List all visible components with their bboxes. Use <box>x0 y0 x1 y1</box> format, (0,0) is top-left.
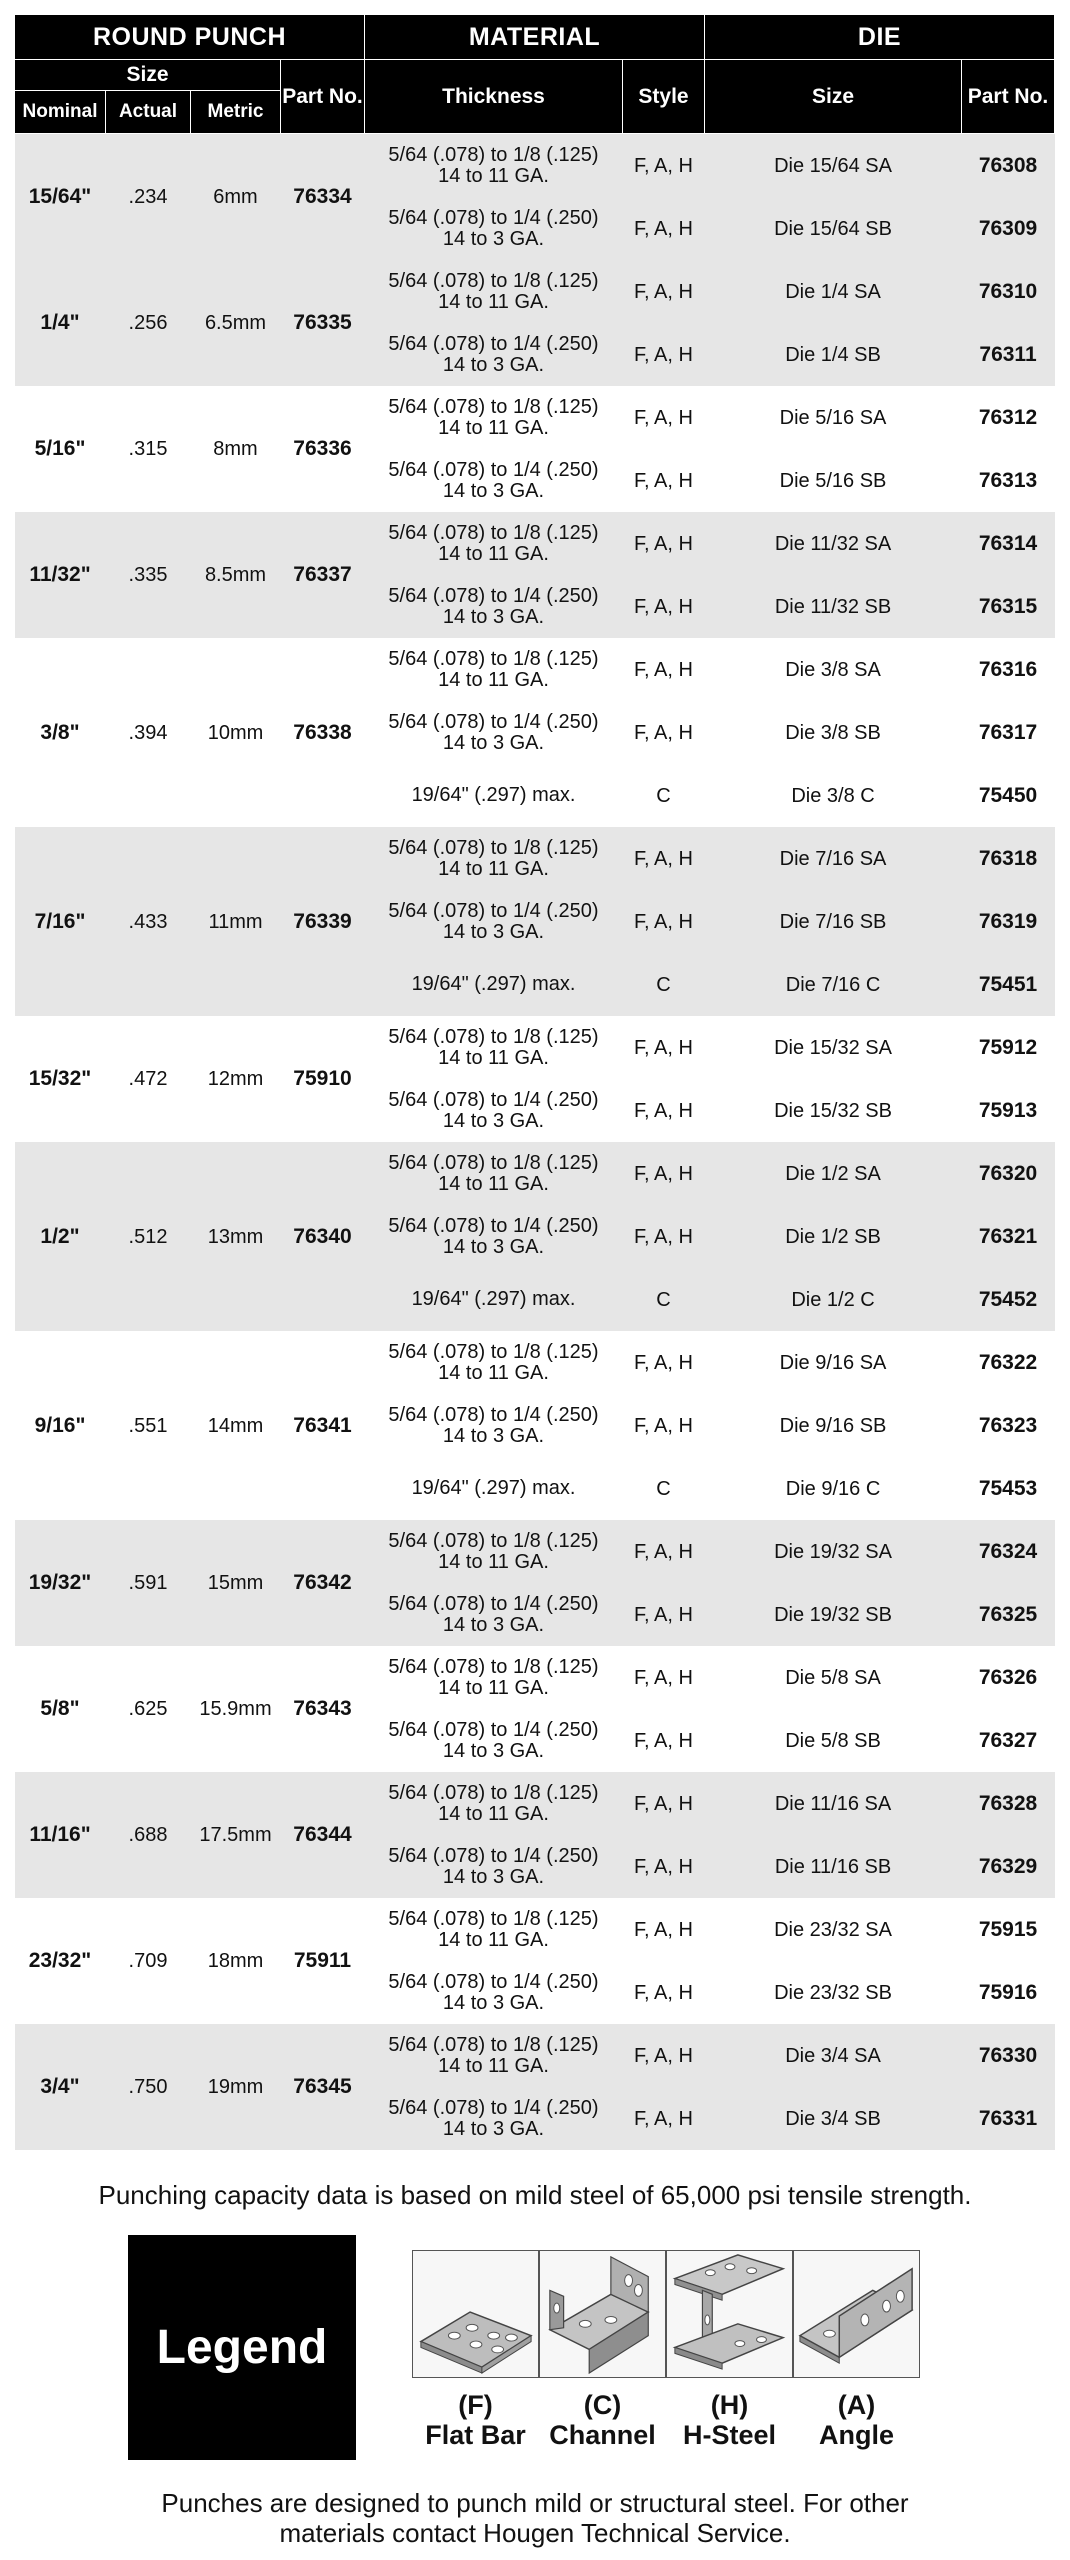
thickness-cell: 5/64 (.078) to 1/8 (.125) 14 to 11 GA. <box>365 386 623 449</box>
material-header: MATERIAL <box>365 15 705 60</box>
actual-size: .315 <box>106 386 191 512</box>
size-group <box>15 1772 1055 1898</box>
actual-size: .335 <box>106 512 191 638</box>
spec-table <box>14 14 1055 2150</box>
die-size-cell: Die 3/8 SA <box>705 638 962 701</box>
legend-name: Angle <box>818 2420 894 2450</box>
die-size-cell: Die 23/32 SA <box>705 1898 962 1961</box>
table-header <box>15 15 1055 134</box>
legend-item-channel <box>539 2390 666 2450</box>
metric-size: 18mm <box>191 1898 281 2024</box>
style-cell: F, A, H <box>623 134 705 198</box>
legend-captions <box>412 2390 920 2450</box>
angle-icon <box>793 2250 920 2378</box>
style-cell: F, A, H <box>623 1205 705 1268</box>
metric-size: 15mm <box>191 1520 281 1646</box>
die-part-no: 76311 <box>962 323 1055 386</box>
thickness-cell: 5/64 (.078) to 1/8 (.125) 14 to 11 GA. <box>365 1331 623 1394</box>
size-group <box>15 1898 1055 2024</box>
h-steel-icon <box>666 2250 793 2378</box>
die-part-no: 76308 <box>962 134 1055 198</box>
metric-size: 14mm <box>191 1331 281 1520</box>
die-part-no: 75451 <box>962 953 1055 1016</box>
style-cell: F, A, H <box>623 449 705 512</box>
style-cell: F, A, H <box>623 1583 705 1646</box>
die-size-header: Size <box>705 60 962 134</box>
style-cell: F, A, H <box>623 701 705 764</box>
style-cell: F, A, H <box>623 260 705 323</box>
die-part-no: 75912 <box>962 1016 1055 1079</box>
die-header: DIE <box>705 15 1055 60</box>
die-part-no: 75916 <box>962 1961 1055 2024</box>
size-group <box>15 827 1055 1016</box>
die-part-no: 76331 <box>962 2087 1055 2150</box>
nominal-size: 5/8" <box>15 1646 106 1772</box>
style-cell: F, A, H <box>623 1961 705 2024</box>
legend-name: H-Steel <box>682 2420 777 2450</box>
die-size-cell: Die 15/32 SB <box>705 1079 962 1142</box>
thickness-cell: 5/64 (.078) to 1/8 (.125) 14 to 11 GA. <box>365 638 623 701</box>
die-part-no: 76324 <box>962 1520 1055 1583</box>
punch-part-no: 75911 <box>281 1898 365 2024</box>
nominal-size: 7/16" <box>15 827 106 1016</box>
style-cell: F, A, H <box>623 575 705 638</box>
die-part-no: 76316 <box>962 638 1055 701</box>
thickness-cell: 5/64 (.078) to 1/8 (.125) 14 to 11 GA. <box>365 512 623 575</box>
style-header: Style <box>623 60 705 134</box>
style-cell: C <box>623 953 705 1016</box>
thickness-header: Thickness <box>365 60 623 134</box>
size-header: Size <box>15 60 281 91</box>
die-part-no: 75915 <box>962 1898 1055 1961</box>
metric-size: 13mm <box>191 1142 281 1331</box>
disclaimer-line: Punches are designed to punch mild or structural steel. For other <box>161 2488 909 2518</box>
actual-size: .512 <box>106 1142 191 1331</box>
nominal-size: 23/32" <box>15 1898 106 2024</box>
nominal-size: 1/4" <box>15 260 106 386</box>
legend-item-h-steel <box>666 2390 793 2450</box>
die-part-no: 76317 <box>962 701 1055 764</box>
legend-label: Legend <box>128 2235 356 2460</box>
style-cell: F, A, H <box>623 2087 705 2150</box>
die-size-cell: Die 3/8 C <box>705 764 962 827</box>
size-group <box>15 1331 1055 1520</box>
die-size-cell: Die 7/16 SB <box>705 890 962 953</box>
die-size-cell: Die 3/4 SB <box>705 2087 962 2150</box>
thickness-cell: 5/64 (.078) to 1/4 (.250) 14 to 3 GA. <box>365 1079 623 1142</box>
flat-bar-icon <box>412 2250 539 2378</box>
thickness-cell: 19/64" (.297) max. <box>365 1268 623 1331</box>
thickness-cell: 19/64" (.297) max. <box>365 1457 623 1520</box>
die-size-cell: Die 3/4 SA <box>705 2024 962 2087</box>
size-group <box>15 260 1055 386</box>
die-part-no: 75453 <box>962 1457 1055 1520</box>
metric-size: 17.5mm <box>191 1772 281 1898</box>
die-size-cell: Die 1/2 SB <box>705 1205 962 1268</box>
actual-size: .551 <box>106 1331 191 1520</box>
size-group <box>15 1142 1055 1331</box>
die-part-no: 76325 <box>962 1583 1055 1646</box>
die-size-cell: Die 19/32 SB <box>705 1583 962 1646</box>
nominal-size: 1/2" <box>15 1142 106 1331</box>
style-cell: C <box>623 764 705 827</box>
punch-part-no: 76339 <box>281 827 365 1016</box>
die-size-cell: Die 1/4 SA <box>705 260 962 323</box>
legend-name: Flat Bar <box>425 2420 526 2450</box>
thickness-cell: 5/64 (.078) to 1/4 (.250) 14 to 3 GA. <box>365 1394 623 1457</box>
style-cell: F, A, H <box>623 890 705 953</box>
die-size-cell: Die 5/16 SA <box>705 386 962 449</box>
die-part-no: 76312 <box>962 386 1055 449</box>
style-cell: C <box>623 1457 705 1520</box>
actual-size: .688 <box>106 1772 191 1898</box>
die-part-no: 76321 <box>962 1205 1055 1268</box>
legend-code: (F) <box>458 2390 493 2420</box>
thickness-cell: 5/64 (.078) to 1/8 (.125) 14 to 11 GA. <box>365 1142 623 1205</box>
style-cell: F, A, H <box>623 827 705 890</box>
table-row <box>15 1646 1055 1709</box>
actual-size: .625 <box>106 1646 191 1772</box>
thickness-cell: 5/64 (.078) to 1/4 (.250) 14 to 3 GA. <box>365 449 623 512</box>
style-cell: F, A, H <box>623 512 705 575</box>
punch-part-no: 76340 <box>281 1142 365 1331</box>
style-cell: F, A, H <box>623 386 705 449</box>
size-group <box>15 1016 1055 1142</box>
punch-part-no: 76337 <box>281 512 365 638</box>
die-size-cell: Die 3/8 SB <box>705 701 962 764</box>
disclaimer-line: materials contact Hougen Technical Service. <box>279 2518 791 2548</box>
actual-header: Actual <box>106 91 191 134</box>
nominal-size: 3/8" <box>15 638 106 827</box>
die-size-cell: Die 15/64 SB <box>705 197 962 260</box>
style-cell: F, A, H <box>623 1898 705 1961</box>
thickness-cell: 5/64 (.078) to 1/8 (.125) 14 to 11 GA. <box>365 1898 623 1961</box>
metric-size: 6.5mm <box>191 260 281 386</box>
thickness-cell: 5/64 (.078) to 1/8 (.125) 14 to 11 GA. <box>365 1772 623 1835</box>
legend-name: Channel <box>549 2420 656 2450</box>
metric-size: 8mm <box>191 386 281 512</box>
die-size-cell: Die 7/16 C <box>705 953 962 1016</box>
die-size-cell: Die 11/32 SA <box>705 512 962 575</box>
die-part-no: 76314 <box>962 512 1055 575</box>
nominal-size: 11/32" <box>15 512 106 638</box>
size-group <box>15 386 1055 512</box>
metric-header: Metric <box>191 91 281 134</box>
thickness-cell: 5/64 (.078) to 1/4 (.250) 14 to 3 GA. <box>365 197 623 260</box>
thickness-cell: 5/64 (.078) to 1/8 (.125) 14 to 11 GA. <box>365 260 623 323</box>
actual-size: .256 <box>106 260 191 386</box>
style-cell: F, A, H <box>623 1772 705 1835</box>
table-row <box>15 1142 1055 1205</box>
thickness-cell: 5/64 (.078) to 1/8 (.125) 14 to 11 GA. <box>365 827 623 890</box>
nominal-size: 9/16" <box>15 1331 106 1520</box>
style-cell: F, A, H <box>623 197 705 260</box>
die-part-no: 76310 <box>962 260 1055 323</box>
table-row <box>15 1016 1055 1079</box>
thickness-cell: 5/64 (.078) to 1/4 (.250) 14 to 3 GA. <box>365 575 623 638</box>
style-cell: F, A, H <box>623 1835 705 1898</box>
thickness-cell: 5/64 (.078) to 1/8 (.125) 14 to 11 GA. <box>365 1520 623 1583</box>
metric-size: 19mm <box>191 2024 281 2150</box>
punch-part-no: 76342 <box>281 1520 365 1646</box>
thickness-cell: 5/64 (.078) to 1/4 (.250) 14 to 3 GA. <box>365 1583 623 1646</box>
thickness-cell: 5/64 (.078) to 1/4 (.250) 14 to 3 GA. <box>365 1961 623 2024</box>
thickness-cell: 5/64 (.078) to 1/8 (.125) 14 to 11 GA. <box>365 1646 623 1709</box>
round-punch-header: ROUND PUNCH <box>15 15 365 60</box>
legend-pictures <box>412 2250 920 2378</box>
size-group <box>15 1646 1055 1772</box>
style-cell: F, A, H <box>623 638 705 701</box>
thickness-cell: 5/64 (.078) to 1/4 (.250) 14 to 3 GA. <box>365 2087 623 2150</box>
disclaimer-note <box>0 2488 1070 2548</box>
legend-item-angle <box>793 2390 920 2450</box>
thickness-cell: 5/64 (.078) to 1/8 (.125) 14 to 11 GA. <box>365 134 623 198</box>
die-part-no: 76313 <box>962 449 1055 512</box>
punch-part-no: 75910 <box>281 1016 365 1142</box>
die-part-no: 75450 <box>962 764 1055 827</box>
punch-part-no: 76344 <box>281 1772 365 1898</box>
die-part-no: 76319 <box>962 890 1055 953</box>
thickness-cell: 5/64 (.078) to 1/4 (.250) 14 to 3 GA. <box>365 890 623 953</box>
thickness-cell: 5/64 (.078) to 1/4 (.250) 14 to 3 GA. <box>365 323 623 386</box>
die-size-cell: Die 23/32 SB <box>705 1961 962 2024</box>
table-row <box>15 386 1055 449</box>
thickness-cell: 5/64 (.078) to 1/4 (.250) 14 to 3 GA. <box>365 1835 623 1898</box>
nominal-size: 3/4" <box>15 2024 106 2150</box>
punch-part-no: 76345 <box>281 2024 365 2150</box>
style-cell: F, A, H <box>623 1394 705 1457</box>
die-part-no: 75913 <box>962 1079 1055 1142</box>
thickness-cell: 5/64 (.078) to 1/4 (.250) 14 to 3 GA. <box>365 1709 623 1772</box>
punch-part-no: 76343 <box>281 1646 365 1772</box>
table-row <box>15 1772 1055 1835</box>
die-part-no: 76323 <box>962 1394 1055 1457</box>
metric-size: 15.9mm <box>191 1646 281 1772</box>
thickness-cell: 5/64 (.078) to 1/4 (.250) 14 to 3 GA. <box>365 701 623 764</box>
die-size-cell: Die 1/2 C <box>705 1268 962 1331</box>
actual-size: .234 <box>106 134 191 261</box>
die-size-cell: Die 5/8 SA <box>705 1646 962 1709</box>
nominal-size: 11/16" <box>15 1772 106 1898</box>
table-row <box>15 1331 1055 1394</box>
style-cell: F, A, H <box>623 1709 705 1772</box>
metric-size: 11mm <box>191 827 281 1016</box>
legend-code: (C) <box>583 2390 622 2420</box>
table-row <box>15 827 1055 890</box>
size-group <box>15 512 1055 638</box>
actual-size: .394 <box>106 638 191 827</box>
channel-icon <box>539 2250 666 2378</box>
punch-part-no: 76334 <box>281 134 365 261</box>
capacity-note: Punching capacity data is based on mild steel of 65,000 psi tensile strength. <box>98 2180 972 2210</box>
nominal-header: Nominal <box>15 91 106 134</box>
metric-size: 6mm <box>191 134 281 261</box>
table-row <box>15 1898 1055 1961</box>
nominal-size: 5/16" <box>15 386 106 512</box>
die-part-no: 76318 <box>962 827 1055 890</box>
die-part-no: 76328 <box>962 1772 1055 1835</box>
legend-code: (A) <box>837 2390 876 2420</box>
thickness-cell: 19/64" (.297) max. <box>365 953 623 1016</box>
die-size-cell: Die 9/16 SB <box>705 1394 962 1457</box>
size-group <box>15 638 1055 827</box>
die-size-cell: Die 11/32 SB <box>705 575 962 638</box>
die-size-cell: Die 15/32 SA <box>705 1016 962 1079</box>
die-part-no: 76320 <box>962 1142 1055 1205</box>
table-row <box>15 512 1055 575</box>
die-size-cell: Die 1/2 SA <box>705 1142 962 1205</box>
style-cell: F, A, H <box>623 1016 705 1079</box>
nominal-size: 19/32" <box>15 1520 106 1646</box>
table-row <box>15 260 1055 323</box>
style-cell: C <box>623 1268 705 1331</box>
die-size-cell: Die 7/16 SA <box>705 827 962 890</box>
table-row <box>15 134 1055 198</box>
legend-code: (H) <box>710 2390 749 2420</box>
die-part-no: 76309 <box>962 197 1055 260</box>
size-group <box>15 134 1055 261</box>
actual-size: .750 <box>106 2024 191 2150</box>
legend-item-flat-bar <box>412 2390 539 2450</box>
actual-size: .591 <box>106 1520 191 1646</box>
die-part-no: 75452 <box>962 1268 1055 1331</box>
punch-part-no: 76336 <box>281 386 365 512</box>
nominal-size: 15/32" <box>15 1016 106 1142</box>
die-part-no: 76326 <box>962 1646 1055 1709</box>
die-size-cell: Die 11/16 SB <box>705 1835 962 1898</box>
punch-part-no: 76335 <box>281 260 365 386</box>
style-cell: F, A, H <box>623 1079 705 1142</box>
die-part-no-header: Part No. <box>962 60 1055 134</box>
thickness-cell: 5/64 (.078) to 1/8 (.125) 14 to 11 GA. <box>365 1016 623 1079</box>
metric-size: 12mm <box>191 1016 281 1142</box>
die-size-cell: Die 19/32 SA <box>705 1520 962 1583</box>
actual-size: .709 <box>106 1898 191 2024</box>
die-size-cell: Die 1/4 SB <box>705 323 962 386</box>
die-size-cell: Die 5/8 SB <box>705 1709 962 1772</box>
die-size-cell: Die 9/16 C <box>705 1457 962 1520</box>
thickness-cell: 5/64 (.078) to 1/4 (.250) 14 to 3 GA. <box>365 1205 623 1268</box>
part-no-header: Part No. <box>281 60 365 134</box>
punch-part-no: 76341 <box>281 1331 365 1520</box>
style-cell: F, A, H <box>623 1646 705 1709</box>
thickness-cell: 5/64 (.078) to 1/8 (.125) 14 to 11 GA. <box>365 2024 623 2087</box>
actual-size: .433 <box>106 827 191 1016</box>
actual-size: .472 <box>106 1016 191 1142</box>
punch-part-no: 76338 <box>281 638 365 827</box>
die-size-cell: Die 15/64 SA <box>705 134 962 198</box>
die-part-no: 76315 <box>962 575 1055 638</box>
die-part-no: 76322 <box>962 1331 1055 1394</box>
die-part-no: 76330 <box>962 2024 1055 2087</box>
table-row <box>15 1520 1055 1583</box>
thickness-cell: 19/64" (.297) max. <box>365 764 623 827</box>
die-size-cell: Die 11/16 SA <box>705 1772 962 1835</box>
style-cell: F, A, H <box>623 2024 705 2087</box>
nominal-size: 15/64" <box>15 134 106 261</box>
style-cell: F, A, H <box>623 1331 705 1394</box>
die-part-no: 76327 <box>962 1709 1055 1772</box>
table-row <box>15 2024 1055 2087</box>
style-cell: F, A, H <box>623 1142 705 1205</box>
die-part-no: 76329 <box>962 1835 1055 1898</box>
style-cell: F, A, H <box>623 323 705 386</box>
table-row <box>15 638 1055 701</box>
metric-size: 10mm <box>191 638 281 827</box>
die-size-cell: Die 5/16 SB <box>705 449 962 512</box>
size-group <box>15 1520 1055 1646</box>
size-group <box>15 2024 1055 2150</box>
metric-size: 8.5mm <box>191 512 281 638</box>
die-size-cell: Die 9/16 SA <box>705 1331 962 1394</box>
style-cell: F, A, H <box>623 1520 705 1583</box>
